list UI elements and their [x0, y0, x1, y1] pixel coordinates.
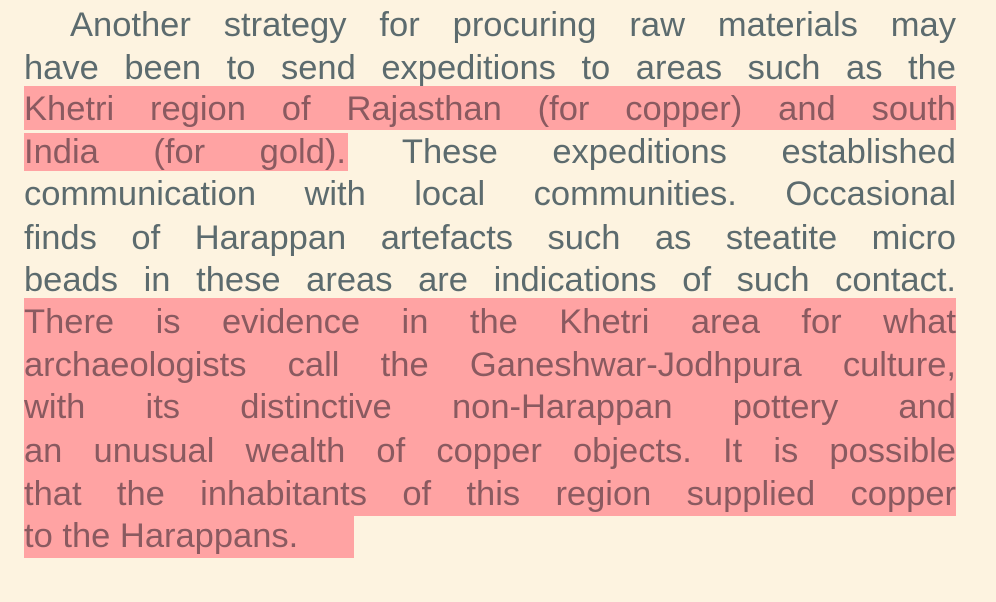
text-line: have been to send expeditions to areas such as the: [24, 49, 956, 87]
text-line-highlighted: There is evidence in the Khetri area for what: [24, 303, 956, 341]
text-line: beads in these areas are indications of such contact.: [24, 261, 956, 299]
highlighted-span: India (for gold).: [24, 133, 346, 171]
plain-span: These expeditions established: [347, 133, 956, 171]
text-line: communication with local communities. Occasional: [24, 175, 956, 213]
text-line: Another strategy for procuring raw materials may: [70, 6, 956, 44]
text-line-highlighted: with its distinctive non-Harappan pottery and: [24, 388, 956, 426]
text-line-highlighted: that the inhabitants of this region supplied copper: [24, 475, 956, 513]
text-line-highlighted: to the Harappans.: [24, 517, 299, 555]
text-line-highlighted: archaeologists call the Ganeshwar-Jodhpura culture,: [24, 346, 956, 384]
text-line: finds of Harappan artefacts such as steatite micro: [24, 219, 956, 257]
text-line-highlighted: Khetri region of Rajasthan (for copper) and south: [24, 90, 956, 128]
text-line-mixed: [24, 130, 956, 174]
text-line-highlighted: an unusual wealth of copper objects. It is possible: [24, 432, 956, 470]
